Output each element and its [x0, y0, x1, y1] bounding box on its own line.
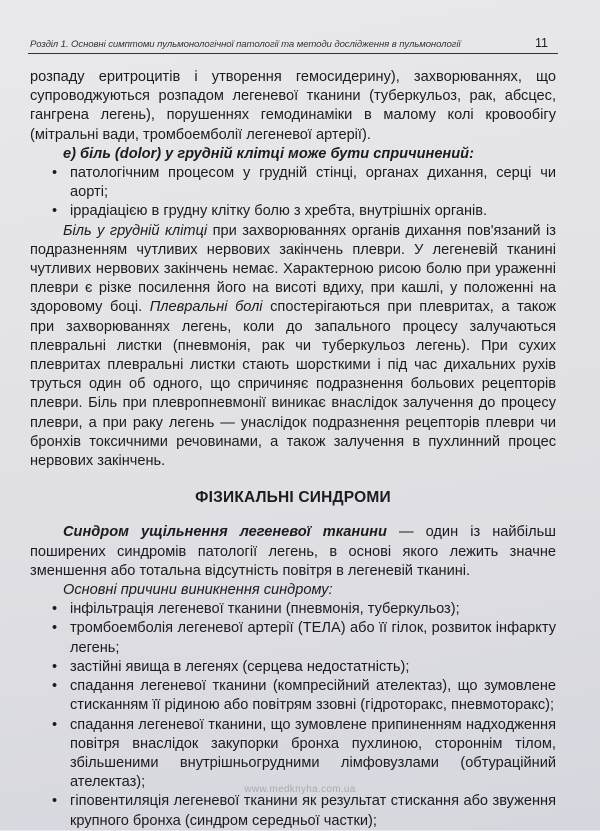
list-item: • спадання легеневої тканини, що зумовлене припиненням надходження повітря внаслідок закупорки бронха пухлиною, стороннім тілом, збільшеними внутрішньогрудними лімфовузлами (обтураційний ателектаз);	[30, 716, 556, 793]
pain-causes-list	[30, 164, 556, 222]
page-body	[30, 68, 556, 831]
running-header-title: Розділ 1. Основні симптоми пульмонологічної патології та методи дослідження в пульмонології	[30, 39, 461, 50]
list-item: • патологічним процесом у грудній стінці, органах дихання, серці чи аорті;	[30, 164, 556, 202]
pain-term: Біль у грудній клітці	[63, 222, 208, 239]
running-header	[28, 37, 558, 54]
syndrome-causes-list	[30, 600, 556, 830]
watermark: www.medknyha.com.ua	[244, 784, 356, 795]
list-item: • застійні явища в легенях (серцева недостатність);	[30, 658, 556, 677]
intro-paragraph: розпаду еритроцитів і утворення гемосидерину), захворюваннях, що супроводжуються розпадом легеневої тканини (туберкульоз, рак, абсцес, гангрена легень), порушеннях гемодинаміки в малому колі кровообігу (мітральні вади, тромбоемболії легеневої артерії).	[30, 69, 556, 143]
pain-paragraph: Біль у грудній клітці при захворюваннях органів дихання пов'язаний із подразненням чутливих нервових закінчень плеври. У легеневій тканині чутливих нервових закінчень немає. Характерною рисою болю при ураженні плеври є різке посилення його на висоті вдиху, при кашлі, у положенні на здоровому боці. Плевральні болі спостерігаються при плевритах, а також при захворюваннях легень, коли до запального процесу залучаються плевральні листки (пневмонія, рак чи туберкульоз легень). При сухих плевритах плевральні листки стають шорсткими і під час дихальних рухів труться один об одного, що спричиняє подразнення больових рецепторів плеври. Біль при плевропневмонії виникає внаслідок залучення до процесу плеври, а при раку легень — унаслідок подразнення рецепторів плеври чи бронхів токсичними речовинами, а також залучення в пухлинний процес нервових закінчень.	[30, 222, 556, 470]
section-title: ФІЗИКАЛЬНІ СИНДРОМИ	[195, 489, 391, 507]
pain-subheading: е) біль (dolor) у грудній клітці може бути спричинений:	[63, 145, 474, 162]
list-item: • інфільтрація легеневої тканини (пневмонія, туберкульоз);	[30, 600, 556, 619]
list-item: • тромбоемболія легеневої артерії (ТЕЛА) або її гілок, розвиток інфаркту легень;	[30, 619, 556, 657]
list-item: • іррадіацією в грудну клітку болю з хребта, внутрішніх органів.	[30, 202, 556, 221]
causes-heading: Основні причини виникнення синдрому:	[63, 582, 333, 599]
list-item: • спадання легеневої тканини (компресійний ателектаз), що зумовлене стисканням її рідиною або повітрям ззовні (гідроторакс, пневмоторакс);	[30, 677, 556, 715]
pleural-pain-term: Плевральні болі	[149, 299, 263, 316]
syndrome-paragraph: Синдром ущільнення легеневої тканини — один із найбільш поширених синдромів патології легень, в основі якого лежить значне зменшення або тотальна відсутність повітря в легеневій тканині.	[30, 524, 556, 579]
page-number: 11	[535, 36, 548, 50]
syndrome-term: Синдром ущільнення легеневої тканини	[63, 524, 387, 541]
list-item: • гіповентиляція легеневої тканини як результат стискання або звуження крупного бронха (синдром середньої частки);	[30, 792, 556, 830]
